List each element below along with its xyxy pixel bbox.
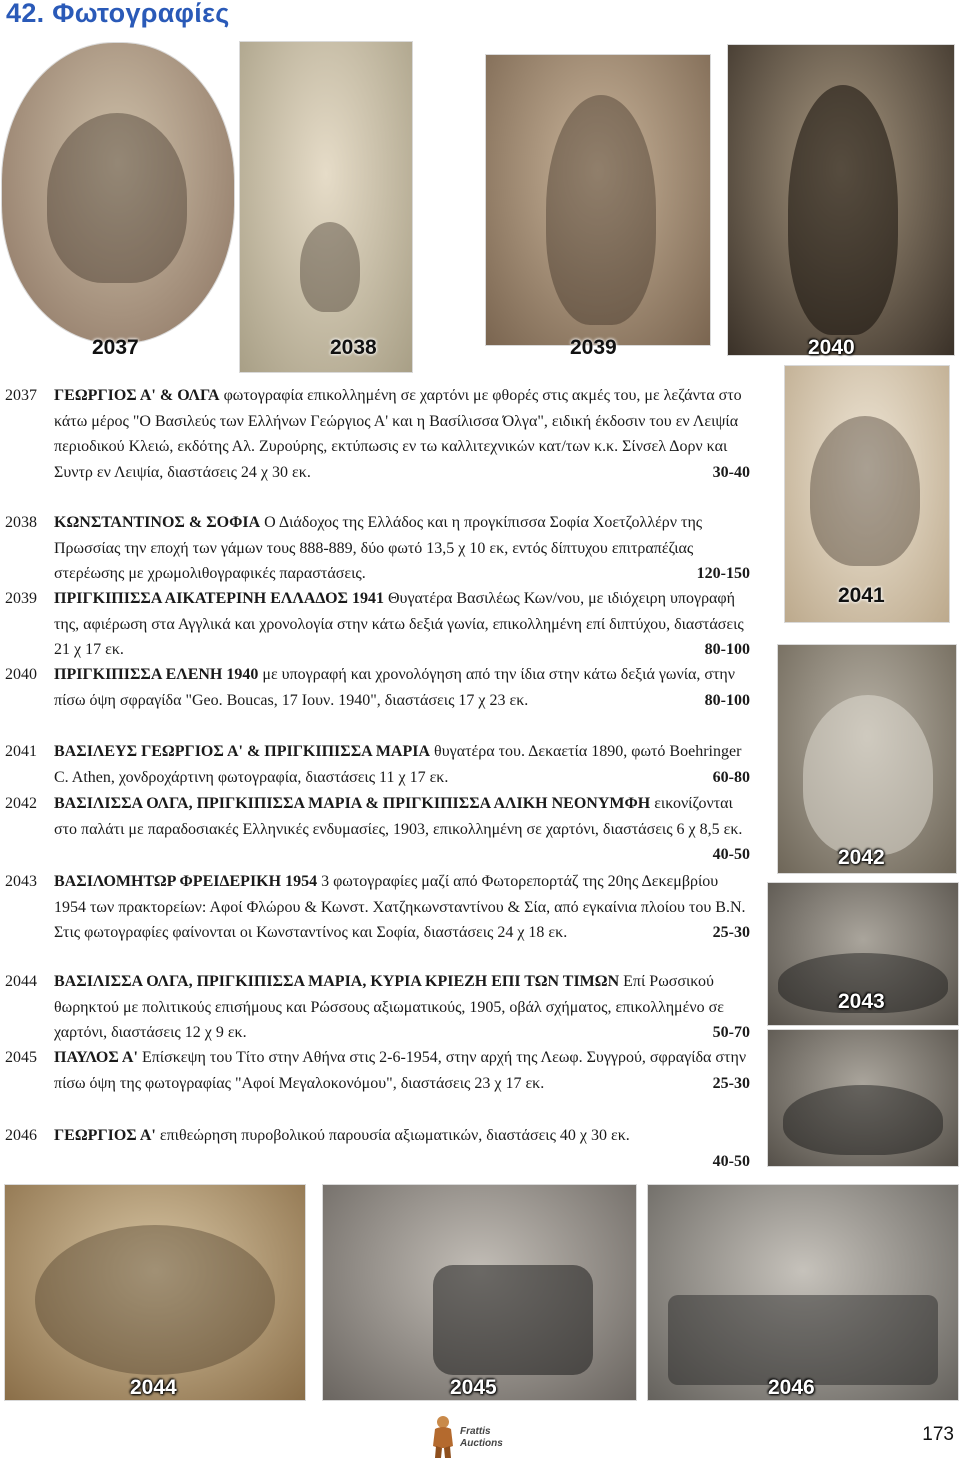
lot-description: Ο Διάδοχος της Ελλάδος και η προγκίπισσα Σοφία Χοετζολλέρν της Πρωσσίας την εποχή των γάμων τους 888-889, δύο φωτό 13,5 χ 10 εκ, εντός δίπτυχου επιτραπέζιας στερέωσης με χρωμολιθογραφικές παραστάσεις.: [54, 514, 703, 583]
lot-title: ΒΑΣΙΛΙΣΣΑ ΟΛΓΑ, ΠΡΙΓΚΙΠΙΣΣΑ ΜΑΡΙΑ & ΠΡΙΓΚΙΠΙΣΣΑ ΑΛΙΚΗ ΝΕΟΝΥΜΦΗ: [54, 795, 651, 812]
lot-title: ΒΑΣΙΛΟΜΗΤΩΡ ΦΡΕΙΔΕΡΙΚΗ 1954: [54, 873, 318, 890]
photo-2039[interactable]: [486, 55, 710, 345]
lot-number: 2038: [5, 514, 37, 531]
lot-title: ΓΕΩΡΓΙΟΣ Α' & ΟΛΓΑ: [54, 387, 220, 404]
photo-2043-bottom[interactable]: [768, 1030, 958, 1166]
photo-label-2045: 2045: [450, 1376, 497, 1399]
lot-title: ΓΕΩΡΓΙΟΣ Α': [54, 1127, 156, 1144]
lot-title: ΠΑΥΛΟΣ Α': [54, 1049, 138, 1066]
lot-number: 2041: [5, 743, 37, 760]
photo-2040[interactable]: [728, 45, 954, 355]
photo-label-2042: 2042: [838, 846, 885, 869]
lot-number: 2040: [5, 666, 37, 683]
lot-title: ΒΑΣΙΛΕΥΣ ΓΕΩΡΓΙΟΣ Α' & ΠΡΙΓΚΙΠΙΣΣΑ ΜΑΡΙΑ: [54, 743, 431, 760]
photo-label-2046: 2046: [768, 1376, 815, 1399]
lot-description: Επί Ρωσσικού θωρηκτού με πολιτικούς επισήμους και Ρώσσους αξιωματικούς, 1905, οβάλ σχήματος, επικολλημένο σε χαρτόνι, διαστάσεις 12 χ 9 εκ.: [54, 973, 724, 1042]
photo-label-2044: 2044: [130, 1376, 177, 1399]
photo-2044[interactable]: [5, 1185, 305, 1400]
photo-label-2037: 2037: [92, 336, 139, 359]
lot-description: φωτογραφία επικολλημένη σε χαρτόνι με φθορές στις ακμές του, με λεζάντα στο κάτω μέρος "Ο Βασιλεύς των Ελλήνων Γεώργιος Α' και η Βασίλισσα Όλγα", ειδική έκδοσιν του εν Λειψία περιοδικού Κλειώ, εκδότης Αλ. Ζυρούρης, εκτύπωσις εν τω καλλιτεχνικών κατ/των κ.κ. Σίνσελ Δορν και Συντρ εν Λειψία, διαστάσεις 24 χ 30 εκ.: [54, 387, 742, 482]
lot-estimate: 40-50: [712, 1152, 750, 1170]
lot-number: 2045: [5, 1049, 37, 1066]
lot-estimate: 50-70: [712, 1024, 750, 1042]
lot-number: 2037: [5, 387, 37, 404]
lot-estimate: 25-30: [712, 1074, 750, 1092]
lot-description: 3 φωτογραφίες μαζί από Φωτορεπορτάζ της 20ης Δεκεμβρίου 1954 των πρακτορείων: Αφοί Φλώρου & Κωνστ. Χατζηκωνσταντίνου & Σία, από εγκαίνια πλοίου του Β.Ν. Στις φωτογραφίες φαίνονται οι Κωνσταντίνος και Σοφία, διαστάσεις 24 χ 18 εκ.: [54, 873, 746, 942]
lot-estimate: 60-80: [712, 768, 750, 786]
lot-estimate: 80-100: [704, 691, 750, 709]
photo-2042[interactable]: [778, 645, 956, 873]
lot-number: 2046: [5, 1127, 37, 1144]
lot-number: 2044: [5, 973, 37, 990]
photo-2037[interactable]: [2, 43, 234, 343]
page-title: 42. Φωτογραφίες: [6, 0, 230, 28]
photo-label-2039: 2039: [570, 336, 617, 359]
photo-2038[interactable]: [240, 42, 412, 372]
lot-description: Επίσκεψη του Τίτο στην Αθήνα στις 2-6-1954, στην αρχή της Λεωφ. Συγγρού, σφραγίδα στην πίσω όψη της φωτογραφίας "Αφοί Μεγαλοκονόμου", διαστάσεις 23 χ 17 εκ.: [54, 1049, 747, 1092]
lot-estimate: 80-100: [704, 641, 750, 659]
photo-label-2038: 2038: [330, 336, 377, 359]
lot-description: Θυγατέρα Βασιλέως Κων/νου, με ιδιόχειρη υπογραφή της, αφιέρωση στα Αγγλικά και χρονολογία στην κάτω δεξιά γωνία, επικολλημένη επί διπτύχου, διαστάσεις 21 χ 17 εκ.: [54, 590, 744, 659]
lot-description: θυγατέρα του. Δεκαετία 1890, φωτό Boehringer C. Athen, χονδροχάρτινη φωτογραφία, διαστάσεις 11 χ 17 εκ.: [54, 743, 742, 786]
logo-line2: Auctions: [460, 1438, 503, 1449]
lot-estimate: 120-150: [696, 565, 750, 583]
lot-title: ΒΑΣΙΛΙΣΣΑ ΟΛΓΑ, ΠΡΙΓΚΙΠΙΣΣΑ ΜΑΡΙΑ, ΚΥΡΙΑ ΚΡΙΕΖΗ ΕΠΙ ΤΩΝ ΤΙΜΩΝ: [54, 973, 620, 990]
photo-2046[interactable]: [648, 1185, 958, 1400]
page-number: 173: [922, 1424, 954, 1445]
lot-number: 2039: [5, 590, 37, 607]
lot-title: ΠΡΙΓΚΙΠΙΣΣΑ ΑΙΚΑΤΕΡΙΝΗ ΕΛΛΑΔΟΣ 1941: [54, 590, 384, 607]
logo-text: [460, 1426, 503, 1450]
frattis-auctions-logo: [430, 1412, 530, 1464]
lot-description: εικονίζονται στο παλάτι με παραδοσιακές Ελληνικές ενδυμασίες, 1903, επικολλημένη σε χαρτόνι, διαστάσεις 6 χ 8,5 εκ.: [54, 795, 743, 838]
photo-label-2043: 2043: [838, 990, 885, 1013]
logo-line1: Frattis: [460, 1426, 491, 1437]
lot-title: ΠΡΙΓΚΙΠΙΣΣΑ ΕΛΕΝΗ 1940: [54, 666, 259, 683]
lot-estimate: 25-30: [712, 924, 750, 942]
lot-number: 2043: [5, 873, 37, 890]
lot-estimate: 30-40: [712, 464, 750, 482]
lot-estimate: 40-50: [712, 846, 750, 864]
lot-description: με υπογραφή και χρονολόγηση από την ίδια στην κάτω δεξιά γωνία, στην πίσω όψη σφραγίδα "Geo. Boucas, 17 Ιουν. 1940", διαστάσεις 17 χ 23 εκ.: [54, 666, 736, 709]
lot-number: 2042: [5, 795, 37, 812]
lot-description: επιθεώρηση πυροβολικού παρουσία αξιωματικών, διαστάσεις 40 χ 30 εκ.: [155, 1127, 630, 1144]
photo-2045[interactable]: [323, 1185, 636, 1400]
photo-label-2040: 2040: [808, 336, 855, 359]
figurine-icon: [430, 1414, 456, 1460]
lot-title: ΚΩΝΣΤΑΝΤΙΝΟΣ & ΣΟΦΙΑ: [54, 514, 261, 531]
photo-label-2041: 2041: [838, 584, 885, 607]
